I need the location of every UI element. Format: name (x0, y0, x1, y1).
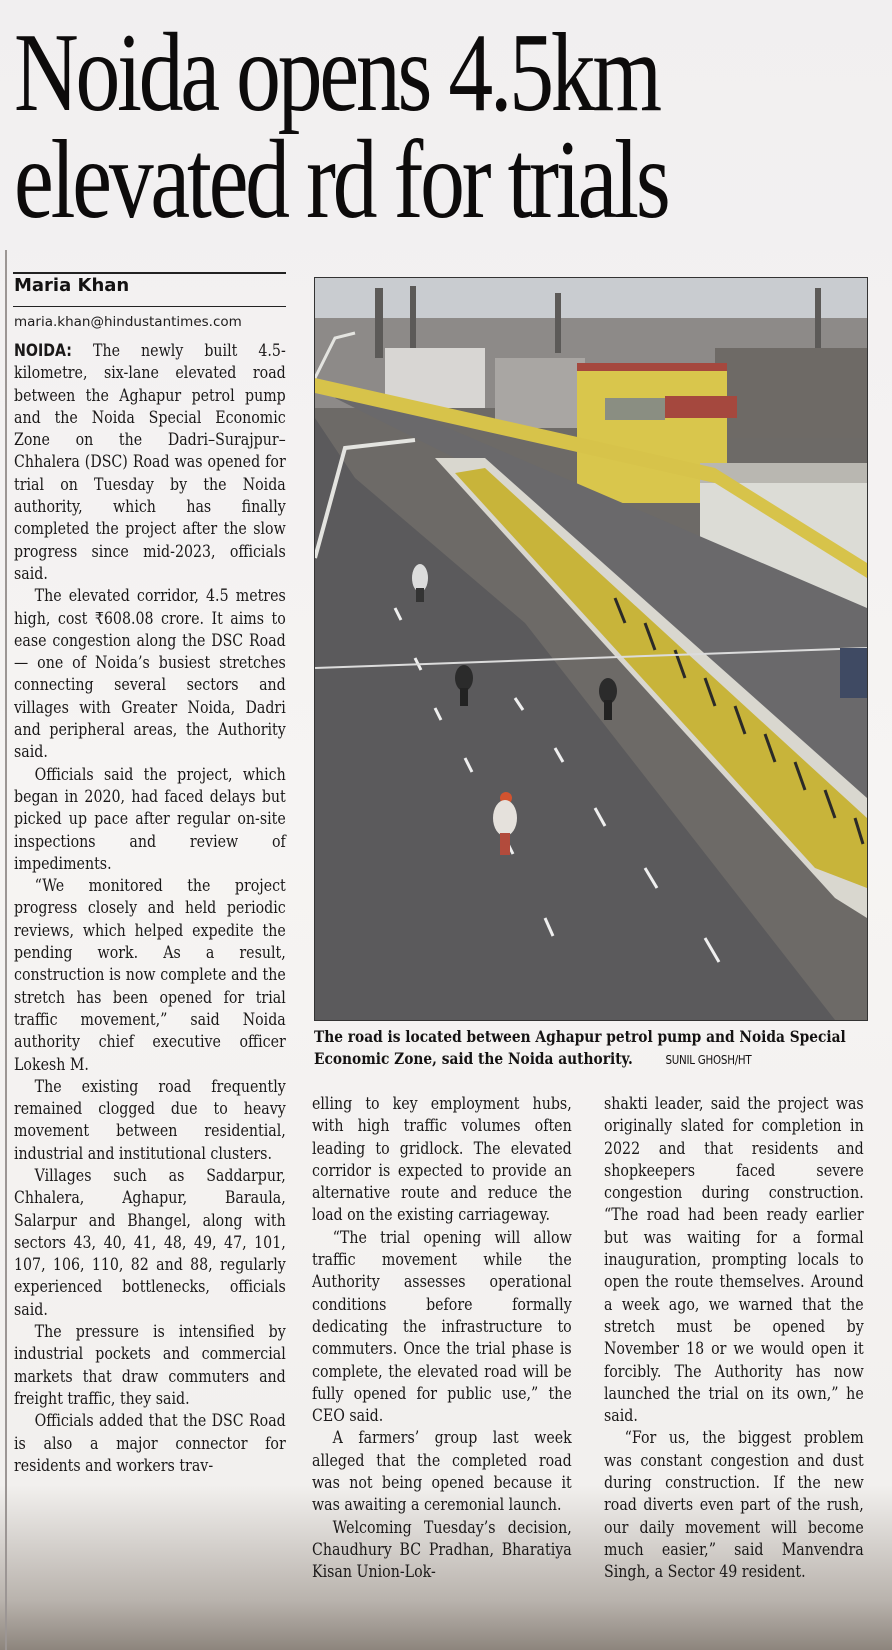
article-column-3 (604, 1093, 864, 1584)
photo-yellow-building-balcony (665, 396, 737, 418)
column-rule (5, 250, 7, 1650)
article-paragraph: elling to key employment hubs, with high traffic volumes often leading to gridlock. The elevated corridor is expected to provide an alternative route and reduce the load on the existing carriageway. (312, 1094, 572, 1225)
article-paragraph: Officials added that the DSC Road is also a major connector for residents and workers trav- (14, 1411, 286, 1475)
article-paragraph: The existing road frequently remained clogged due to heavy movement between residential, industrial and institutional clusters. (14, 1076, 286, 1163)
byline-rule-top (13, 272, 286, 274)
article-paragraph: The pressure is intensified by industrial pockets and commercial markets that draw commuters and freight traffic, they said. (14, 1322, 286, 1408)
article-paragraph: “For us, the biggest problem was constant congestion and dust during construction. If the new road diverts even part of the rush, our daily movement will become much easier,” said Manvendra Singh, a Sector 49 resident. (604, 1428, 864, 1582)
article-paragraph: Officials said the project, which began in 2020, had faced delays but picked up pace after regular on-site inspections and review of impediments. (14, 764, 286, 873)
photo-building (495, 358, 585, 428)
elevated-road-photo (315, 278, 867, 1020)
headline-line-2: elevated rd for trials (14, 118, 668, 242)
article-paragraph: “The trial opening will allow traffic movement while the Authority assesses operational conditions before formally dedicating the infrastructure to commuters. Once the trial phase is complete, the elevated road will be fully opened for public use,” the CEO said. (312, 1227, 572, 1426)
photo-tower (410, 286, 416, 356)
article-column-1 (14, 340, 286, 1477)
dateline: NOIDA: (14, 341, 72, 360)
headline-line-1: Noida opens 4.5km (14, 11, 659, 135)
photo-yellow-building-trim (577, 363, 727, 371)
article-paragraph: NOIDA: The newly built 4.5-kilometre, six-lane elevated road between the Aghapur petrol pump and the Noida Special Economic Zone on the Dadri–Surajpur–Chhalera (DSC) Road was opened for trial on Tuesday by the Noida authority, which has finally completed the project after the slow progress since mid-2023, officials said. (14, 341, 286, 583)
article-column-2 (312, 1093, 572, 1584)
article-paragraph: A farmers’ group last week alleged that the completed road was not being opened because it was awaiting a ceremonial launch. (312, 1428, 572, 1515)
photo-credit: SUNIL GHOSH/HT (665, 1053, 752, 1067)
article-paragraph: Villages such as Saddarpur, Chhalera, Aghapur, Baraula, Salarpur and Bhangel, along with sectors 43, 40, 41, 48, 49, 47, 101, 107, 106, 110, 82 and 88, regularly experienced bottlenecks, officials said. (14, 1165, 286, 1319)
news-photo (314, 277, 868, 1021)
photo-caption (314, 1026, 847, 1071)
photo-tower (555, 293, 561, 353)
article-paragraph: Welcoming Tuesday’s decision, Chaudhury BC Pradhan, Bharatiya Kisan Union-Lok- (312, 1517, 572, 1582)
byline-rule-bottom (13, 306, 286, 307)
article-paragraph: shakti leader, said the project was originally slated for completion in 2022 and that residents and shopkeepers faced severe congestion during construction. “The road had been ready earlier but was waiting for a formal inauguration, prompting locals to open the route themselves. Around a week ago, we warned that the stretch must be opened by November 18 or we would open it forcibly. The Authority has now launched the trial on its own,” he said. (604, 1094, 864, 1426)
photo-building (715, 348, 867, 438)
photo-motorcyclist (599, 678, 617, 720)
headline (14, 11, 710, 242)
byline-email[interactable]: maria.khan@hindustantimes.com (14, 314, 242, 330)
photo-caption-text: The road is located between Aghapur petrol pump and Noida Special Economic Zone, said the Noida authority. (314, 1027, 846, 1068)
byline-author: Maria Khan (14, 275, 130, 296)
photo-car (840, 648, 867, 698)
article-paragraph: “We monitored the project progress closely and held periodic reviews, which helped expedite the pending work. As a result, construction is now complete and the stretch has been opened for trial traffic movement,” said Noida authority chief executive officer Lokesh M. (14, 876, 286, 1074)
photo-tower (375, 288, 383, 358)
photo-yellow-building-window (605, 398, 665, 420)
article-paragraph: The elevated corridor, 4.5 metres high, cost ₹608.08 crore. It aims to ease congestion along the DSC Road — one of Noida’s busiest stretches connecting several sectors and villages with Greater Noida, Dadri and peripheral areas, the Authority said. (14, 586, 286, 762)
